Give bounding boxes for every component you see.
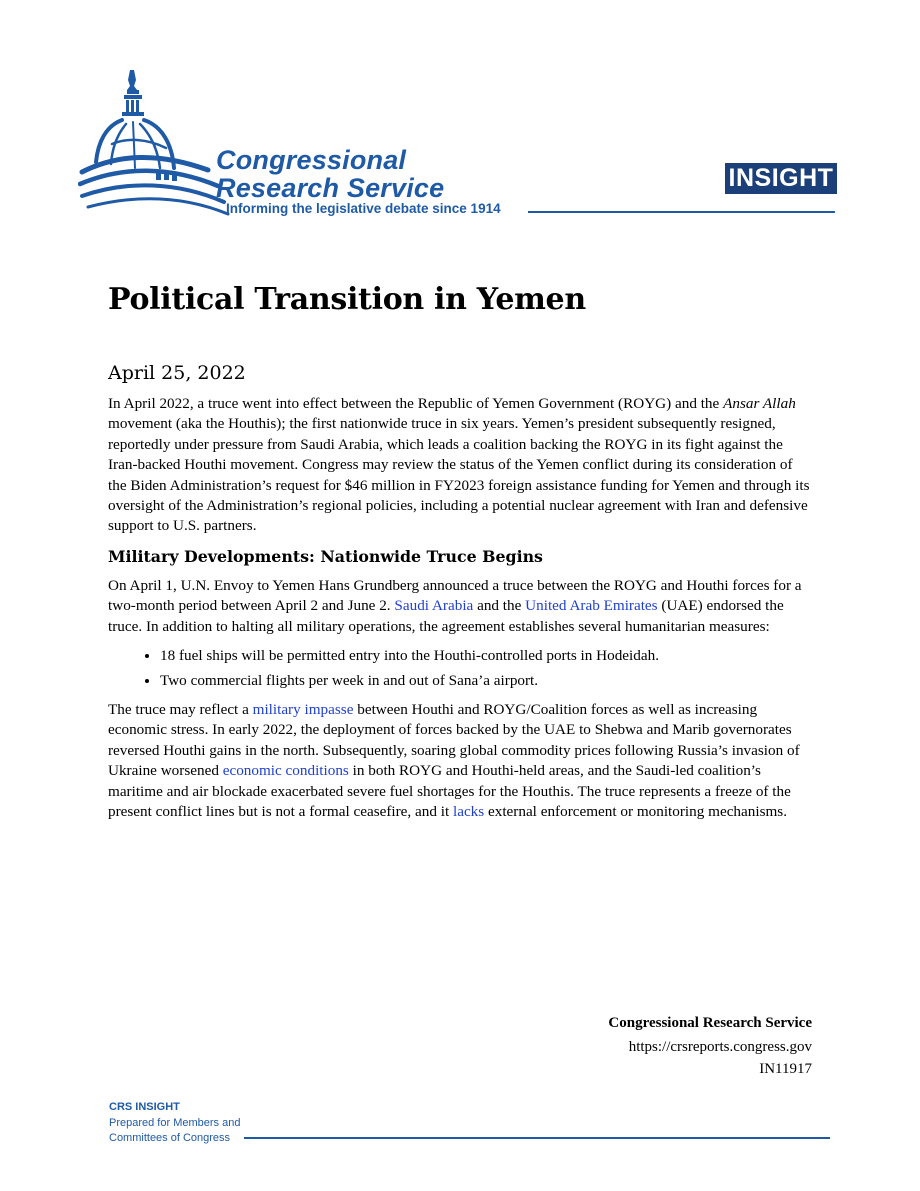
intro-paragraph bbox=[108, 394, 814, 537]
page-title: Political Transition in Yemen bbox=[108, 282, 586, 317]
impasse-text-3: in both ROYG and Houthi-held areas, and the Saudi-led coalition’s maritime and air blockade exacerbated severe fuel shortages for the Houthis. The truce represents a freeze of the present conflict lines but is not a formal ceasefire, and it bbox=[108, 762, 791, 820]
link-economic-conditions[interactable]: economic conditions bbox=[222, 762, 349, 780]
org-tagline: Informing the legislative debate since 1914 bbox=[226, 201, 501, 216]
footer-line1: Prepared for Members and bbox=[109, 1116, 241, 1129]
list-item: • Two commercial flights per week in and out of Sana’a airport. bbox=[160, 671, 814, 691]
truce-paragraph bbox=[108, 576, 814, 637]
article-body bbox=[108, 394, 814, 831]
footer-label-block bbox=[109, 1100, 240, 1147]
footer-url[interactable]: https://crsreports.congress.gov bbox=[628, 1039, 812, 1055]
truce-text-3: (UAE) endorsed the truce. In addition to halting all military operations, the agreement establishes several humanitarian measures: bbox=[108, 597, 784, 635]
intro-text-2: movement (aka the Houthis); the first nationwide truce in six years. Yemen’s president subsequently resigned, reportedly under pressure from Saudi Arabia, which leads a coalition backing the ROYG in its fight against the Iran-backed Houthi movement. Congress may review the status of the Yemen conflict during its consideration of the Biden Administration’s request for $46 million in FY2023 foreign assistance funding for Yemen and through its oversight of the Administration’s regional policies, including a potential nuclear agreement with Iran and defensive support to U.S. partners. bbox=[108, 415, 810, 535]
humanitarian-measures-list bbox=[108, 646, 814, 692]
truce-text-1: On April 1, U.N. Envoy to Yemen Hans Grundberg announced a truce between the ROYG and Houthi forces for a two-month period between April 2 and June 2. bbox=[108, 576, 802, 615]
footer-line2: Committees of Congress bbox=[109, 1132, 231, 1144]
org-wordmark bbox=[216, 146, 444, 202]
impasse-text-4: external enforcement or monitoring mechanisms. bbox=[484, 802, 788, 820]
insight-badge: INSIGHT bbox=[725, 163, 837, 194]
list-item: • 18 fuel ships will be permitted entry into the Houthi-controlled ports in Hodeidah. bbox=[160, 646, 814, 666]
footer-org: Congressional Research Service bbox=[608, 1015, 812, 1031]
section-heading: Military Developments: Nationwide Truce Begins bbox=[108, 546, 543, 566]
link-lacks[interactable]: lacks bbox=[452, 802, 485, 820]
link-military-impasse[interactable]: military impasse bbox=[252, 700, 354, 718]
link-uae[interactable]: United Arab Emirates bbox=[525, 597, 658, 615]
impasse-text-2: between Houthi and ROYG/Coalition forces as well as increasing economic stress. In early 2022, the deployment of forces backed by the UAE to Shebwa and Marib governorates reversed Houthi gains in the north. Subsequently, soaring global commodity prices following Russia’s invasion of Ukraine worsened bbox=[108, 700, 800, 780]
intro-text-1: In April 2022, a truce went into effect between the Republic of Yemen Government (ROYG) and the bbox=[108, 395, 724, 412]
footer-divider bbox=[244, 1137, 830, 1139]
org-wordmark-line2: Research Service bbox=[216, 173, 445, 203]
publication-date: April 25, 2022 bbox=[108, 362, 246, 384]
footer-citation bbox=[608, 1012, 812, 1080]
report-code: IN11917 bbox=[759, 1061, 812, 1077]
link-saudi-arabia[interactable]: Saudi Arabia bbox=[394, 597, 474, 615]
impasse-text-1: The truce may reflect a bbox=[108, 700, 253, 718]
truce-text-2: and the bbox=[473, 597, 526, 615]
org-wordmark-line1: Congressional bbox=[216, 145, 407, 175]
footer-label: CRS INSIGHT bbox=[109, 1101, 180, 1113]
intro-emphasis: Ansar Allah bbox=[723, 395, 796, 412]
impasse-paragraph bbox=[108, 700, 814, 822]
header-divider bbox=[528, 211, 835, 213]
